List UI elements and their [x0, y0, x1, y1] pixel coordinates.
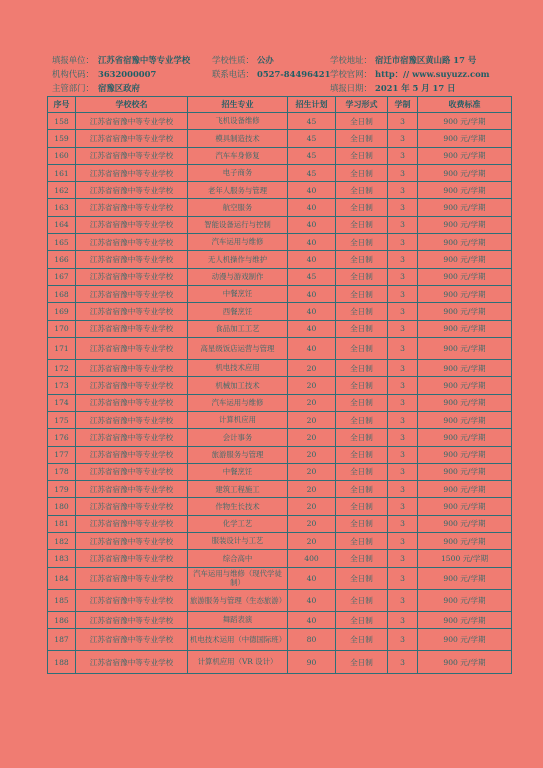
col-header-school: 学校校名	[76, 97, 188, 113]
cell-index: 179	[48, 481, 76, 498]
cell-duration: 3	[388, 629, 418, 651]
cell-duration: 3	[388, 251, 418, 268]
col-header-duration: 学制	[388, 97, 418, 113]
table-row	[48, 651, 512, 673]
table-row	[48, 463, 512, 480]
cell-fee: 900 元/学期	[418, 429, 512, 446]
cell-index: 178	[48, 463, 76, 480]
cell-plan: 20	[288, 360, 336, 377]
table-row	[48, 234, 512, 251]
cell-major: 机电技术运用（中德国际班）	[188, 629, 288, 651]
table-row	[48, 337, 512, 359]
cell-fee: 900 元/学期	[418, 320, 512, 337]
cell-plan: 45	[288, 268, 336, 285]
cell-fee: 900 元/学期	[418, 481, 512, 498]
cell-form: 全日制	[336, 285, 388, 302]
cell-form: 全日制	[336, 629, 388, 651]
cell-index: 175	[48, 411, 76, 428]
table-row	[48, 303, 512, 320]
table-body	[48, 113, 512, 674]
cell-index: 182	[48, 533, 76, 550]
cell-school: 江苏省宿豫中等专业学校	[76, 337, 188, 359]
cell-fee: 900 元/学期	[418, 216, 512, 233]
cell-duration: 3	[388, 463, 418, 480]
cell-form: 全日制	[336, 130, 388, 147]
cell-fee: 900 元/学期	[418, 589, 512, 611]
cell-plan: 20	[288, 377, 336, 394]
cell-form: 全日制	[336, 360, 388, 377]
cell-plan: 40	[288, 199, 336, 216]
cell-index: 186	[48, 611, 76, 628]
cell-index: 163	[48, 199, 76, 216]
table-row	[48, 268, 512, 285]
cell-major: 机电技术应用	[188, 360, 288, 377]
cell-school: 江苏省宿豫中等专业学校	[76, 515, 188, 532]
cell-major: 航空服务	[188, 199, 288, 216]
cell-fee: 900 元/学期	[418, 411, 512, 428]
cell-duration: 3	[388, 113, 418, 130]
cell-duration: 3	[388, 268, 418, 285]
cell-plan: 20	[288, 515, 336, 532]
cell-plan: 20	[288, 463, 336, 480]
cell-form: 全日制	[336, 394, 388, 411]
cell-form: 全日制	[336, 550, 388, 567]
cell-plan: 40	[288, 567, 336, 589]
dept-value: 宿豫区政府	[98, 83, 140, 93]
cell-major: 高星级饭店运营与管理	[188, 337, 288, 359]
table-row	[48, 147, 512, 164]
cell-fee: 900 元/学期	[418, 147, 512, 164]
cell-index: 185	[48, 589, 76, 611]
cell-form: 全日制	[336, 303, 388, 320]
cell-major: 电子商务	[188, 164, 288, 181]
cell-index: 167	[48, 268, 76, 285]
cell-plan: 20	[288, 481, 336, 498]
col-header-form: 学习形式	[336, 97, 388, 113]
cell-form: 全日制	[336, 515, 388, 532]
cell-duration: 3	[388, 550, 418, 567]
cell-major: 旅游服务与管理（生态旅游）	[188, 589, 288, 611]
cell-index: 164	[48, 216, 76, 233]
cell-plan: 20	[288, 533, 336, 550]
cell-major: 老年人服务与管理	[188, 182, 288, 199]
cell-duration: 3	[388, 611, 418, 628]
cell-form: 全日制	[336, 320, 388, 337]
cell-major: 汽车运用与维修（现代学徒制）	[188, 567, 288, 589]
cell-form: 全日制	[336, 216, 388, 233]
cell-school: 江苏省宿豫中等专业学校	[76, 629, 188, 651]
cell-fee: 900 元/学期	[418, 515, 512, 532]
cell-fee: 900 元/学期	[418, 130, 512, 147]
cell-plan: 40	[288, 182, 336, 199]
cell-plan: 20	[288, 411, 336, 428]
address-label: 学校地址：	[330, 55, 372, 65]
cell-index: 160	[48, 147, 76, 164]
phone-label: 联系电话：	[212, 69, 254, 79]
cell-school: 江苏省宿豫中等专业学校	[76, 550, 188, 567]
cell-duration: 3	[388, 498, 418, 515]
cell-major: 作物生长技术	[188, 498, 288, 515]
cell-school: 江苏省宿豫中等专业学校	[76, 216, 188, 233]
cell-index: 181	[48, 515, 76, 532]
table-row	[48, 611, 512, 628]
cell-fee: 900 元/学期	[418, 446, 512, 463]
cell-plan: 40	[288, 320, 336, 337]
cell-duration: 3	[388, 216, 418, 233]
col-header-index: 序号	[48, 97, 76, 113]
cell-form: 全日制	[336, 589, 388, 611]
cell-duration: 3	[388, 394, 418, 411]
cell-plan: 40	[288, 589, 336, 611]
table-row	[48, 320, 512, 337]
unit-label: 填报单位：	[52, 55, 94, 65]
table-row	[48, 394, 512, 411]
cell-plan: 20	[288, 429, 336, 446]
cell-fee: 900 元/学期	[418, 498, 512, 515]
cell-school: 江苏省宿豫中等专业学校	[76, 303, 188, 320]
cell-form: 全日制	[336, 377, 388, 394]
cell-duration: 3	[388, 130, 418, 147]
cell-form: 全日制	[336, 481, 388, 498]
cell-form: 全日制	[336, 463, 388, 480]
cell-index: 188	[48, 651, 76, 673]
cell-school: 江苏省宿豫中等专业学校	[76, 481, 188, 498]
nature-value: 公办	[257, 55, 274, 65]
cell-plan: 40	[288, 251, 336, 268]
cell-major: 模具制造技术	[188, 130, 288, 147]
cell-index: 176	[48, 429, 76, 446]
cell-school: 江苏省宿豫中等专业学校	[76, 251, 188, 268]
cell-form: 全日制	[336, 234, 388, 251]
nature-label: 学校性质：	[212, 55, 254, 65]
cell-index: 177	[48, 446, 76, 463]
cell-school: 江苏省宿豫中等专业学校	[76, 234, 188, 251]
cell-index: 174	[48, 394, 76, 411]
col-header-major: 招生专业	[188, 97, 288, 113]
table-row	[48, 629, 512, 651]
cell-index: 183	[48, 550, 76, 567]
cell-form: 全日制	[336, 567, 388, 589]
cell-plan: 40	[288, 285, 336, 302]
cell-index: 159	[48, 130, 76, 147]
cell-fee: 900 元/学期	[418, 360, 512, 377]
cell-duration: 3	[388, 303, 418, 320]
cell-index: 170	[48, 320, 76, 337]
cell-fee: 900 元/学期	[418, 337, 512, 359]
table-row	[48, 377, 512, 394]
cell-school: 江苏省宿豫中等专业学校	[76, 589, 188, 611]
date-value: 2021 年 5 月 17 日	[375, 83, 456, 93]
cell-fee: 900 元/学期	[418, 285, 512, 302]
cell-school: 江苏省宿豫中等专业学校	[76, 567, 188, 589]
cell-school: 江苏省宿豫中等专业学校	[76, 446, 188, 463]
cell-plan: 45	[288, 164, 336, 181]
cell-school: 江苏省宿豫中等专业学校	[76, 498, 188, 515]
cell-school: 江苏省宿豫中等专业学校	[76, 147, 188, 164]
table-row	[48, 515, 512, 532]
cell-duration: 3	[388, 182, 418, 199]
cell-school: 江苏省宿豫中等专业学校	[76, 533, 188, 550]
cell-school: 江苏省宿豫中等专业学校	[76, 394, 188, 411]
cell-form: 全日制	[336, 182, 388, 199]
cell-form: 全日制	[336, 651, 388, 673]
cell-plan: 45	[288, 147, 336, 164]
cell-school: 江苏省宿豫中等专业学校	[76, 360, 188, 377]
cell-fee: 900 元/学期	[418, 629, 512, 651]
cell-duration: 3	[388, 360, 418, 377]
cell-duration: 3	[388, 320, 418, 337]
cell-fee: 900 元/学期	[418, 113, 512, 130]
cell-fee: 1500 元/学期	[418, 550, 512, 567]
cell-major: 综合高中	[188, 550, 288, 567]
cell-duration: 3	[388, 411, 418, 428]
cell-major: 化学工艺	[188, 515, 288, 532]
site-label: 学校官网：	[330, 69, 372, 79]
cell-plan: 90	[288, 651, 336, 673]
table-row	[48, 533, 512, 550]
cell-major: 旅游服务与管理	[188, 446, 288, 463]
cell-major: 计算机应用	[188, 411, 288, 428]
dept-label: 主管部门：	[52, 83, 94, 93]
cell-plan: 20	[288, 394, 336, 411]
cell-plan: 80	[288, 629, 336, 651]
cell-form: 全日制	[336, 611, 388, 628]
table-row	[48, 446, 512, 463]
col-header-fee: 收费标准	[418, 97, 512, 113]
cell-fee: 900 元/学期	[418, 164, 512, 181]
cell-index: 187	[48, 629, 76, 651]
cell-fee: 900 元/学期	[418, 251, 512, 268]
cell-major: 汽车车身修复	[188, 147, 288, 164]
cell-school: 江苏省宿豫中等专业学校	[76, 182, 188, 199]
cell-major: 智能设备运行与控制	[188, 216, 288, 233]
cell-plan: 20	[288, 498, 336, 515]
cell-major: 建筑工程施工	[188, 481, 288, 498]
cell-fee: 900 元/学期	[418, 463, 512, 480]
cell-index: 162	[48, 182, 76, 199]
cell-major: 西餐烹饪	[188, 303, 288, 320]
phone-value: 0527-84496421	[257, 69, 331, 79]
cell-major: 会计事务	[188, 429, 288, 446]
cell-index: 166	[48, 251, 76, 268]
cell-form: 全日制	[336, 498, 388, 515]
enrollment-table	[47, 96, 512, 674]
cell-fee: 900 元/学期	[418, 182, 512, 199]
code-label: 机构代码：	[52, 69, 94, 79]
cell-plan: 40	[288, 303, 336, 320]
cell-school: 江苏省宿豫中等专业学校	[76, 285, 188, 302]
cell-form: 全日制	[336, 251, 388, 268]
table-row	[48, 360, 512, 377]
table-row	[48, 498, 512, 515]
cell-form: 全日制	[336, 199, 388, 216]
cell-plan: 20	[288, 446, 336, 463]
cell-duration: 3	[388, 234, 418, 251]
cell-form: 全日制	[336, 533, 388, 550]
cell-index: 184	[48, 567, 76, 589]
cell-school: 江苏省宿豫中等专业学校	[76, 651, 188, 673]
cell-school: 江苏省宿豫中等专业学校	[76, 377, 188, 394]
cell-index: 165	[48, 234, 76, 251]
cell-duration: 3	[388, 164, 418, 181]
cell-index: 172	[48, 360, 76, 377]
address-value: 宿迁市宿豫区黄山路 17 号	[375, 55, 477, 65]
cell-form: 全日制	[336, 113, 388, 130]
code-value: 3632000007	[98, 69, 157, 79]
cell-school: 江苏省宿豫中等专业学校	[76, 268, 188, 285]
cell-form: 全日制	[336, 164, 388, 181]
cell-duration: 3	[388, 147, 418, 164]
cell-duration: 3	[388, 337, 418, 359]
cell-plan: 45	[288, 113, 336, 130]
cell-form: 全日制	[336, 446, 388, 463]
table-row	[48, 429, 512, 446]
cell-duration: 3	[388, 429, 418, 446]
cell-school: 江苏省宿豫中等专业学校	[76, 130, 188, 147]
table-row	[48, 567, 512, 589]
cell-school: 江苏省宿豫中等专业学校	[76, 611, 188, 628]
cell-plan: 40	[288, 234, 336, 251]
cell-school: 江苏省宿豫中等专业学校	[76, 463, 188, 480]
cell-duration: 3	[388, 589, 418, 611]
cell-fee: 900 元/学期	[418, 303, 512, 320]
cell-major: 食品加工工艺	[188, 320, 288, 337]
table-row	[48, 113, 512, 130]
cell-index: 158	[48, 113, 76, 130]
cell-index: 180	[48, 498, 76, 515]
cell-major: 飞机设备维修	[188, 113, 288, 130]
cell-form: 全日制	[336, 268, 388, 285]
cell-duration: 3	[388, 285, 418, 302]
cell-major: 动漫与游戏制作	[188, 268, 288, 285]
cell-school: 江苏省宿豫中等专业学校	[76, 164, 188, 181]
cell-fee: 900 元/学期	[418, 567, 512, 589]
cell-form: 全日制	[336, 429, 388, 446]
cell-major: 无人机操作与维护	[188, 251, 288, 268]
table-row	[48, 285, 512, 302]
cell-fee: 900 元/学期	[418, 651, 512, 673]
cell-index: 171	[48, 337, 76, 359]
cell-index: 169	[48, 303, 76, 320]
cell-duration: 3	[388, 651, 418, 673]
cell-duration: 3	[388, 515, 418, 532]
cell-plan: 40	[288, 216, 336, 233]
cell-fee: 900 元/学期	[418, 611, 512, 628]
cell-major: 舞蹈表演	[188, 611, 288, 628]
cell-school: 江苏省宿豫中等专业学校	[76, 411, 188, 428]
table-row	[48, 164, 512, 181]
cell-duration: 3	[388, 199, 418, 216]
cell-form: 全日制	[336, 411, 388, 428]
cell-plan: 45	[288, 130, 336, 147]
cell-fee: 900 元/学期	[418, 394, 512, 411]
cell-school: 江苏省宿豫中等专业学校	[76, 320, 188, 337]
cell-major: 中餐烹饪	[188, 285, 288, 302]
cell-fee: 900 元/学期	[418, 199, 512, 216]
cell-school: 江苏省宿豫中等专业学校	[76, 113, 188, 130]
site-link[interactable]: http：// www.suyuzz.com	[375, 69, 490, 79]
table-row	[48, 251, 512, 268]
cell-duration: 3	[388, 567, 418, 589]
table-row	[48, 481, 512, 498]
cell-major: 中餐烹饪	[188, 463, 288, 480]
cell-duration: 3	[388, 533, 418, 550]
cell-major: 机械加工技术	[188, 377, 288, 394]
cell-form: 全日制	[336, 337, 388, 359]
cell-plan: 400	[288, 550, 336, 567]
table-row	[48, 130, 512, 147]
table-row	[48, 589, 512, 611]
unit-value: 江苏省宿豫中等专业学校	[98, 55, 191, 65]
cell-index: 173	[48, 377, 76, 394]
table-row	[48, 411, 512, 428]
cell-fee: 900 元/学期	[418, 268, 512, 285]
cell-fee: 900 元/学期	[418, 533, 512, 550]
cell-duration: 3	[388, 446, 418, 463]
table-row	[48, 182, 512, 199]
cell-school: 江苏省宿豫中等专业学校	[76, 199, 188, 216]
col-header-plan: 招生计划	[288, 97, 336, 113]
table-row	[48, 550, 512, 567]
cell-plan: 40	[288, 611, 336, 628]
table-row	[48, 199, 512, 216]
cell-major: 计算机应用（VR 设计）	[188, 651, 288, 673]
table-header-row	[48, 97, 512, 113]
cell-form: 全日制	[336, 147, 388, 164]
cell-duration: 3	[388, 377, 418, 394]
cell-school: 江苏省宿豫中等专业学校	[76, 429, 188, 446]
cell-index: 168	[48, 285, 76, 302]
table-row	[48, 216, 512, 233]
cell-index: 161	[48, 164, 76, 181]
cell-fee: 900 元/学期	[418, 234, 512, 251]
cell-major: 服装设计与工艺	[188, 533, 288, 550]
cell-duration: 3	[388, 481, 418, 498]
cell-fee: 900 元/学期	[418, 377, 512, 394]
cell-major: 汽车运用与维修	[188, 394, 288, 411]
cell-major: 汽车运用与维修	[188, 234, 288, 251]
date-label: 填报日期：	[330, 83, 372, 93]
cell-plan: 40	[288, 337, 336, 359]
